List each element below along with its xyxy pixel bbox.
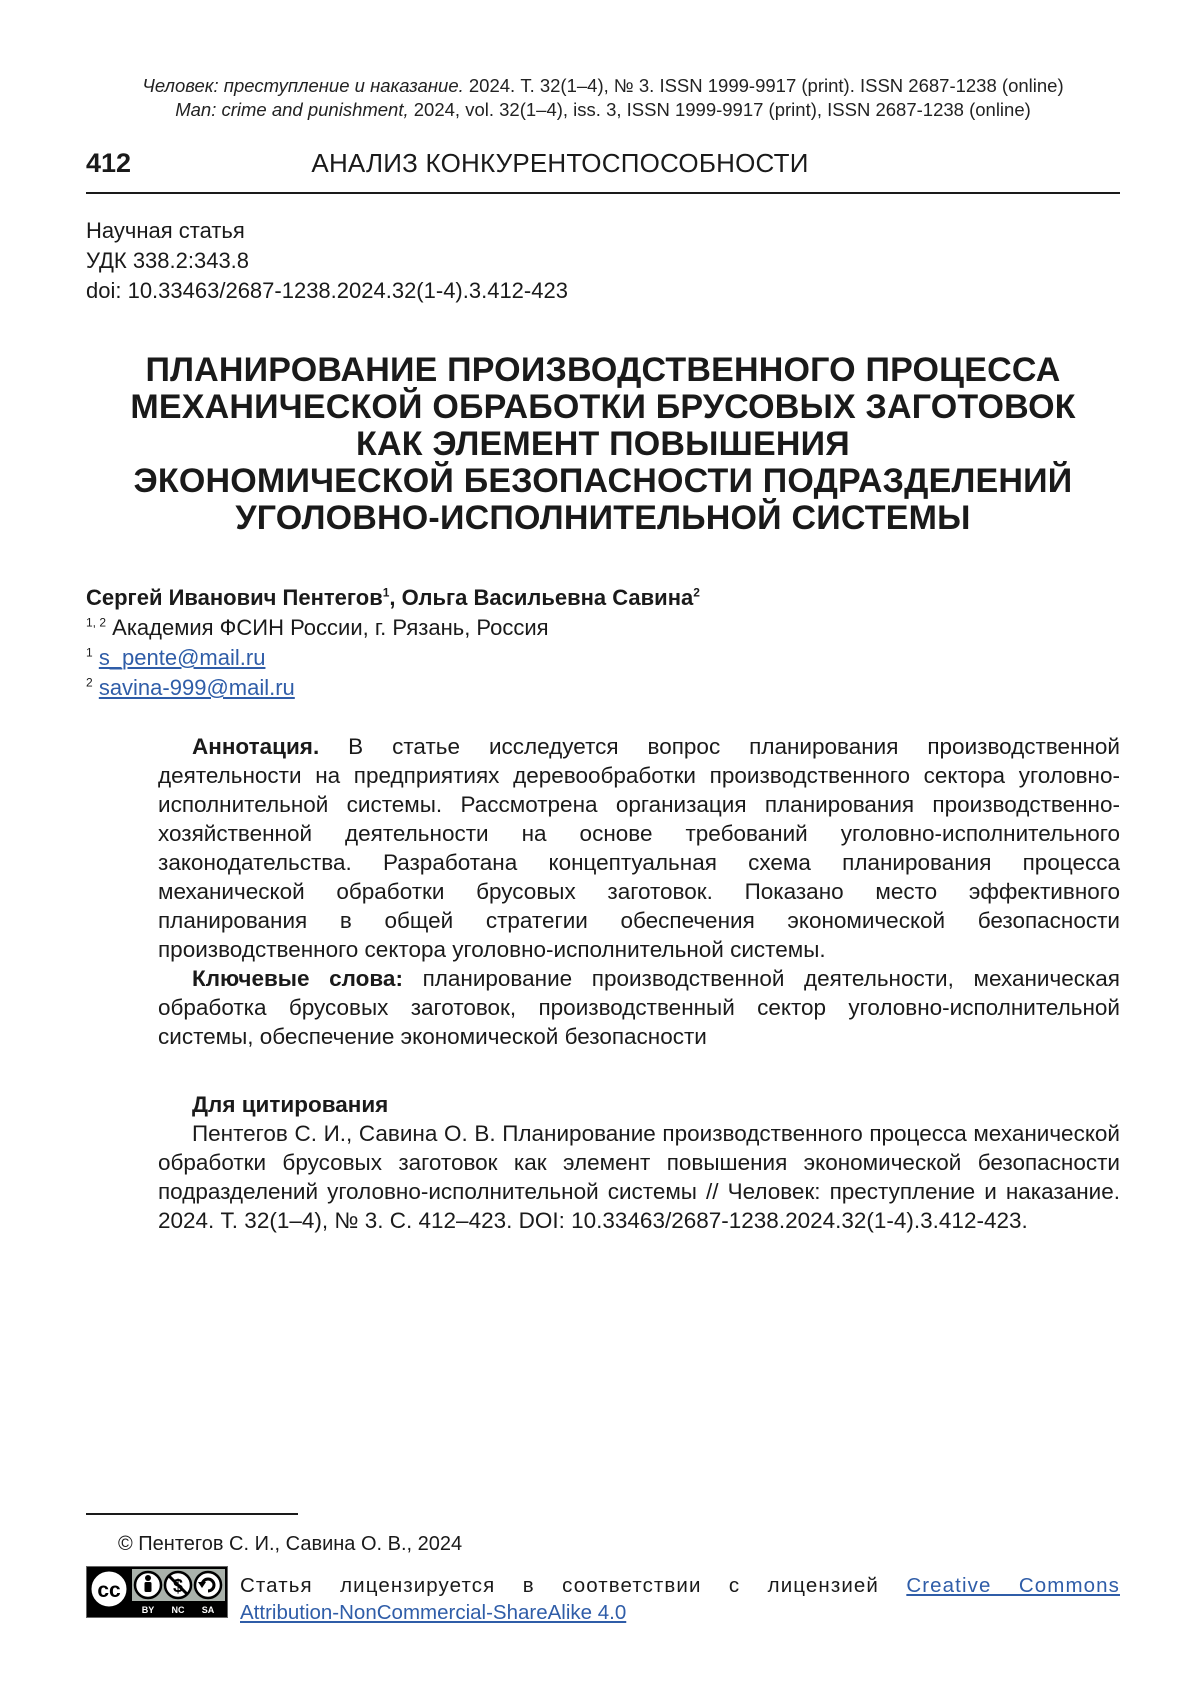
- doi: doi: 10.33463/2687-1238.2024.32(1-4).3.412-423: [86, 276, 568, 306]
- author-2-sup: 2: [693, 586, 700, 600]
- citation-text: Пентегов С. И., Савина О. В. Планирование производственного процесса механической обработки брусовых заготовок как элемент повышения экономической безопасности подразделений уголовно-исполнительной системы // Человек: преступление и наказание. 2024. Т. 32(1–4), № 3. С. 412–423. DOI: 10.33463/2687-1238.2024.32(1-4).3.412-423.: [158, 1119, 1120, 1235]
- affiliation-sup: 1, 2: [86, 616, 106, 630]
- citation-block: [158, 1119, 1120, 1235]
- authors: [86, 584, 700, 612]
- license-line-1: [240, 1572, 1120, 1599]
- title-line: ЭКОНОМИЧЕСКОЙ БЕЗОПАСНОСТИ ПОДРАЗДЕЛЕНИЙ: [86, 463, 1120, 500]
- issue-info-en: 2024, vol. 32(1–4), iss. 3, ISSN 1999-9917 (print), ISSN 2687-1238 (online): [409, 99, 1031, 120]
- title-line: КАК ЭЛЕМЕНТ ПОВЫШЕНИЯ: [86, 426, 1120, 463]
- cc-label-sa: SA: [202, 1605, 215, 1615]
- license-notice: [240, 1572, 1120, 1626]
- article-type: Научная статья: [86, 216, 245, 246]
- page-number: 412: [86, 147, 131, 179]
- abstract-block: [158, 732, 1120, 1051]
- abstract-text: В статье исследуется вопрос планирования производственной деятельности на предприятиях деревообработки производственного сектора уголовно-исполнительной системы. Рассмотрена организация планирования производственно-хозяйственной деятельности на основе требований уголовно-исполнительного законодательства. Разработана концептуальная схема планирования процесса механической обработки брусовых заготовок. Показано место эффективного планирования в общей стратегии обеспечения экономической безопасности производственного сектора уголовно-исполнительной системы.: [158, 734, 1120, 962]
- keywords: [158, 964, 1120, 1051]
- email-1-link[interactable]: s_pente@mail.ru: [99, 645, 266, 670]
- cc-by-nc-sa-icon[interactable]: [86, 1566, 228, 1618]
- affiliation: [86, 614, 549, 642]
- affiliation-text: Академия ФСИН России, г. Рязань, Россия: [112, 615, 548, 640]
- author-1-sup: 1: [383, 586, 390, 600]
- cc-label-by: BY: [142, 1605, 155, 1615]
- email-2-sup: 2: [86, 676, 93, 690]
- section-title: АНАЛИЗ КОНКУРЕНТОСПОСОБНОСТИ: [200, 147, 920, 179]
- keywords-text: планирование производственной деятельности, механическая обработка брусовых заготовок, производственный сектор уголовно-исполнительной системы, обеспечение экономической безопасности: [158, 966, 1120, 1049]
- title-line: ПЛАНИРОВАНИЕ ПРОИЗВОДСТВЕННОГО ПРОЦЕССА: [86, 352, 1120, 389]
- license-link-cc[interactable]: Creative Commons: [906, 1574, 1120, 1597]
- cc-label-nc: NC: [172, 1605, 185, 1615]
- email-1-sup: 1: [86, 646, 93, 660]
- license-text: Статья лицензируется в соответствии с лицензией: [240, 1574, 906, 1597]
- author-1: Сергей Иванович Пентегов: [86, 585, 383, 610]
- license-line-2: [240, 1599, 1120, 1626]
- svg-text:cc: cc: [97, 1579, 121, 1602]
- abstract-label: Аннотация.: [192, 734, 319, 759]
- running-header-ru: [86, 74, 1120, 98]
- license-link-name[interactable]: Attribution-NonCommercial-ShareAlike 4.0: [240, 1601, 626, 1624]
- copyright: © Пентегов С. И., Савина О. В., 2024: [118, 1531, 462, 1557]
- running-header-en: [86, 98, 1120, 122]
- title-line: МЕХАНИЧЕСКОЙ ОБРАБОТКИ БРУСОВЫХ ЗАГОТОВОК: [86, 389, 1120, 426]
- email-2-line: [86, 674, 295, 702]
- header-divider: [86, 192, 1120, 194]
- journal-name-en: Man: crime and punishment,: [175, 99, 408, 120]
- author-2: Ольга Васильевна Савина: [402, 585, 694, 610]
- email-1-line: [86, 644, 265, 672]
- footnote-divider: [86, 1513, 298, 1515]
- author-separator: ,: [389, 585, 401, 610]
- udc-code: УДК 338.2:343.8: [86, 246, 249, 276]
- issue-info-ru: 2024. Т. 32(1–4), № 3. ISSN 1999-9917 (print). ISSN 2687-1238 (online): [464, 75, 1064, 96]
- email-2-link[interactable]: savina-999@mail.ru: [99, 675, 295, 700]
- title-line: УГОЛОВНО-ИСПОЛНИТЕЛЬНОЙ СИСТЕМЫ: [86, 500, 1120, 537]
- keywords-label: Ключевые слова:: [192, 966, 403, 991]
- abstract: [158, 732, 1120, 964]
- article-title: [86, 352, 1120, 537]
- journal-name-ru: Человек: преступление и наказание.: [142, 75, 463, 96]
- citation-heading: Для цитирования: [192, 1090, 388, 1119]
